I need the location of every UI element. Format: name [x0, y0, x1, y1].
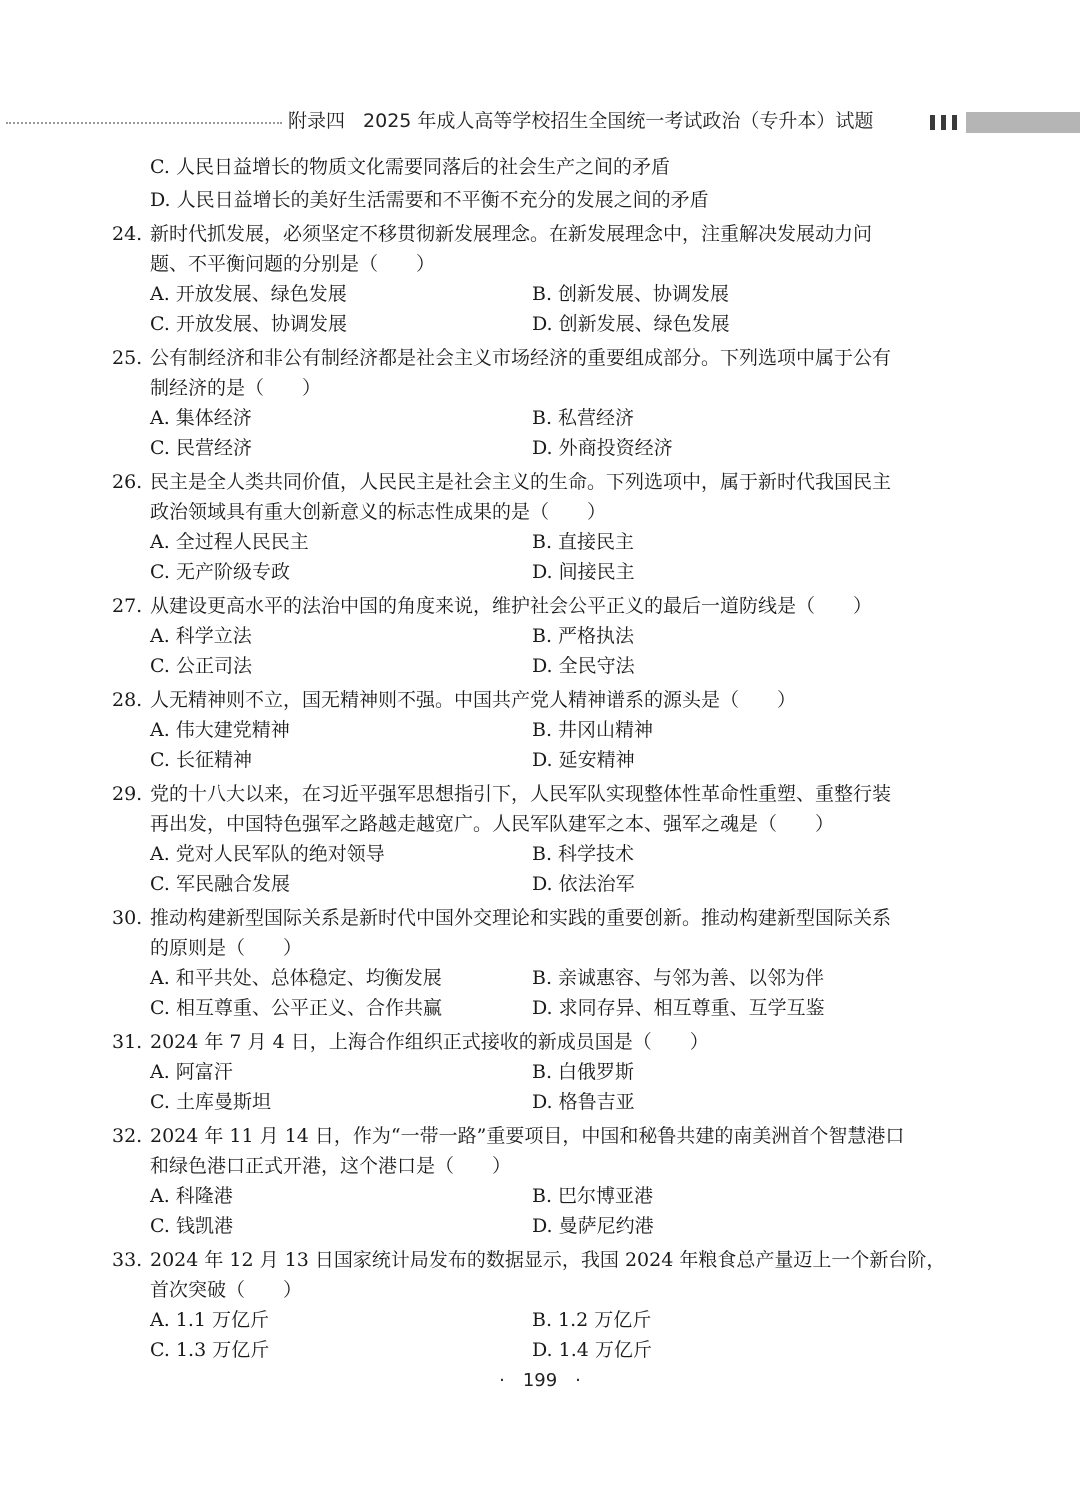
- question-stem-text: 民主是全人类共同价值，人民民主是社会主义的生命。下列选项中，属于新时代我国民主: [150, 471, 892, 493]
- option-row: [112, 527, 972, 557]
- question-number: 27.: [112, 595, 143, 617]
- question-item: [112, 339, 972, 463]
- answer-option[interactable]: D. 格鲁吉亚: [532, 1091, 635, 1113]
- option-row: [112, 993, 972, 1023]
- answer-option[interactable]: C. 民营经济: [150, 437, 252, 459]
- header-grey-block: [966, 112, 1080, 133]
- option-row: [112, 1305, 972, 1335]
- header-dotted-rule: [6, 122, 282, 124]
- header-title: [288, 107, 873, 135]
- question-number: [112, 1275, 150, 1305]
- question-stem-text: 公有制经济和非公有制经济都是社会主义市场经济的重要组成部分。下列选项中属于公有: [150, 347, 892, 369]
- question-number: 32.: [112, 1125, 143, 1147]
- option-row: [112, 869, 972, 899]
- option-row: [112, 557, 972, 587]
- option-row: [112, 1057, 972, 1087]
- question-stem-text: 题、不平衡问题的分别是（ ）: [150, 253, 436, 275]
- question-number: 24.: [112, 223, 143, 245]
- question-number: 31.: [112, 1031, 143, 1053]
- answer-option[interactable]: C. 钱凯港: [150, 1215, 233, 1237]
- appendix-tag: 附录四: [288, 110, 346, 132]
- question-number: 29.: [112, 783, 143, 805]
- answer-option[interactable]: B. 直接民主: [532, 531, 635, 553]
- answer-option[interactable]: A. 伟大建党精神: [150, 719, 290, 741]
- answer-option[interactable]: A. 全过程人民民主: [150, 531, 309, 553]
- question-stem-line: [112, 809, 972, 839]
- question-item: [112, 775, 972, 899]
- question-number: [112, 933, 150, 963]
- exam-title: 2025 年成人高等学校招生全国统一考试政治（专升本）试题: [363, 110, 874, 132]
- question-number: 25.: [112, 347, 143, 369]
- question-item: [112, 1241, 972, 1365]
- answer-option[interactable]: D. 创新发展、绿色发展: [532, 313, 730, 335]
- question-stem-text: 党的十八大以来，在习近平强军思想指引下，人民军队实现整体性革命性重塑、重整行装: [150, 783, 892, 805]
- question-stem-text: 首次突破（ ）: [150, 1279, 303, 1301]
- question-stem-text: 2024 年 12 月 13 日国家统计局发布的数据显示，我国 2024 年粮食总产量迈上一个新台阶，: [150, 1249, 946, 1271]
- question-list: [112, 215, 972, 1365]
- answer-option[interactable]: D. 间接民主: [532, 561, 635, 583]
- question-stem-text: 再出发，中国特色强军之路越走越宽广。人民军队建军之本、强军之魂是（ ）: [150, 813, 835, 835]
- answer-option[interactable]: A. 集体经济: [150, 407, 252, 429]
- question-stem-line: [112, 1275, 972, 1305]
- option-row: [112, 963, 972, 993]
- question-stem-line: [112, 219, 972, 249]
- question-item: [112, 1117, 972, 1241]
- option-row: [112, 309, 972, 339]
- question-stem-text: 从建设更高水平的法治中国的角度来说，维护社会公平正义的最后一道防线是（ ）: [150, 595, 873, 617]
- answer-option[interactable]: A. 阿富汗: [150, 1061, 233, 1083]
- answer-option[interactable]: A. 科隆港: [150, 1185, 233, 1207]
- option-row: [112, 279, 972, 309]
- question-number: 26.: [112, 471, 143, 493]
- question-number: [112, 1151, 150, 1181]
- answer-option[interactable]: D. 延安精神: [532, 749, 635, 771]
- answer-option[interactable]: D. 外商投资经济: [532, 437, 673, 459]
- question-number: [112, 249, 150, 279]
- answer-option[interactable]: B. 严格执法: [532, 625, 635, 647]
- answer-option[interactable]: B. 井冈山精神: [532, 719, 654, 741]
- question-stem-line: [112, 1245, 972, 1275]
- answer-option[interactable]: B. 巴尔博亚港: [532, 1185, 654, 1207]
- option-row: [112, 715, 972, 745]
- question-stem-text: 2024 年 7 月 4 日，上海合作组织正式接收的新成员国是（ ）: [150, 1031, 709, 1053]
- answer-option[interactable]: B. 创新发展、协调发展: [532, 283, 730, 305]
- question-stem-line: [112, 1121, 972, 1151]
- page-number: · 199 ·: [499, 1370, 581, 1391]
- question-number: 28.: [112, 689, 143, 711]
- question-item: [112, 1023, 972, 1117]
- answer-option[interactable]: D. 1.4 万亿斤: [532, 1339, 652, 1361]
- answer-option[interactable]: B. 1.2 万亿斤: [532, 1309, 652, 1331]
- question-stem-text: 和绿色港口正式开港，这个港口是（ ）: [150, 1155, 512, 1177]
- answer-option[interactable]: C. 开放发展、协调发展: [150, 313, 347, 335]
- continued-option: C. 人民日益增长的物质文化需要同落后的社会生产之间的矛盾: [150, 156, 670, 178]
- option-row: [112, 1181, 972, 1211]
- answer-option[interactable]: A. 党对人民军队的绝对领导: [150, 843, 385, 865]
- answer-option[interactable]: D. 曼萨尼约港: [532, 1215, 654, 1237]
- option-row: [112, 839, 972, 869]
- question-number: [112, 373, 150, 403]
- answer-option[interactable]: C. 1.3 万亿斤: [150, 1339, 270, 1361]
- question-number: [112, 497, 150, 527]
- answer-option[interactable]: C. 长征精神: [150, 749, 252, 771]
- answer-option[interactable]: B. 亲诚惠容、与邻为善、以邻为伴: [532, 967, 825, 989]
- question-number: [112, 809, 150, 839]
- question-stem-line: [112, 779, 972, 809]
- question-stem-line: [112, 933, 972, 963]
- answer-option[interactable]: B. 科学技术: [532, 843, 635, 865]
- question-stem-line: [112, 467, 972, 497]
- question-content: [112, 152, 972, 1365]
- question-stem-text: 推动构建新型国际关系是新时代中国外交理论和实践的重要创新。推动构建新型国际关系: [150, 907, 892, 929]
- answer-option[interactable]: C. 公正司法: [150, 655, 252, 677]
- option-row: [112, 745, 972, 775]
- answer-option[interactable]: A. 1.1 万亿斤: [150, 1309, 270, 1331]
- question-number: 30.: [112, 907, 143, 929]
- question-item: [112, 681, 972, 775]
- running-header: [0, 103, 1080, 137]
- answer-option[interactable]: C. 土库曼斯坦: [150, 1091, 271, 1113]
- question-number: 33.: [112, 1249, 143, 1271]
- header-bar: [952, 115, 957, 130]
- answer-option[interactable]: C. 相互尊重、公平正义、合作共赢: [150, 997, 442, 1019]
- answer-option[interactable]: D. 求同存异、相互尊重、互学互鉴: [532, 997, 825, 1019]
- option-row: [112, 621, 972, 651]
- question-stem-text: 的原则是（ ）: [150, 937, 303, 959]
- question-stem-line: [112, 1027, 972, 1057]
- option-row: [112, 1087, 972, 1117]
- question-stem-line: [112, 249, 972, 279]
- header-bar: [930, 115, 935, 130]
- question-stem-text: 制经济的是（ ）: [150, 377, 322, 399]
- option-row: [112, 1335, 972, 1365]
- question-stem-text: 政治领域具有重大创新意义的标志性成果的是（ ）: [150, 501, 607, 523]
- question-item: [112, 899, 972, 1023]
- question-stem-line: [112, 591, 972, 621]
- answer-option[interactable]: A. 开放发展、绿色发展: [150, 283, 347, 305]
- question-stem-line: [112, 343, 972, 373]
- question-stem-text: 新时代抓发展，必须坚定不移贯彻新发展理念。在新发展理念中，注重解决发展动力问: [150, 223, 873, 245]
- answer-option[interactable]: D. 全民守法: [532, 655, 635, 677]
- question-stem-line: [112, 497, 972, 527]
- question-item: [112, 587, 972, 681]
- option-row: [112, 433, 972, 463]
- question-item: [112, 215, 972, 339]
- answer-option[interactable]: A. 和平共处、总体稳定、均衡发展: [150, 967, 442, 989]
- option-row: [112, 1211, 972, 1241]
- continued-option: D. 人民日益增长的美好生活需要和不平衡不充分的发展之间的矛盾: [150, 189, 709, 211]
- option-row: [112, 403, 972, 433]
- option-row: [112, 651, 972, 681]
- question-stem-text: 人无精神则不立，国无精神则不强。中国共产党人精神谱系的源头是（ ）: [150, 689, 797, 711]
- question-stem-line: [112, 903, 972, 933]
- answer-option[interactable]: B. 私营经济: [532, 407, 635, 429]
- answer-option[interactable]: C. 军民融合发展: [150, 873, 290, 895]
- header-bar: [941, 115, 946, 130]
- question-stem-line: [112, 1151, 972, 1181]
- answer-option[interactable]: B. 白俄罗斯: [532, 1061, 635, 1083]
- question-stem-line: [112, 685, 972, 715]
- answer-option[interactable]: D. 依法治军: [532, 873, 635, 895]
- question-item: [112, 463, 972, 587]
- question-stem-line: [112, 373, 972, 403]
- answer-option[interactable]: C. 无产阶级专政: [150, 561, 290, 583]
- answer-option[interactable]: A. 科学立法: [150, 625, 252, 647]
- question-stem-text: 2024 年 11 月 14 日，作为“一带一路”重要项目，中国和秘鲁共建的南美洲首个智慧港口: [150, 1125, 905, 1147]
